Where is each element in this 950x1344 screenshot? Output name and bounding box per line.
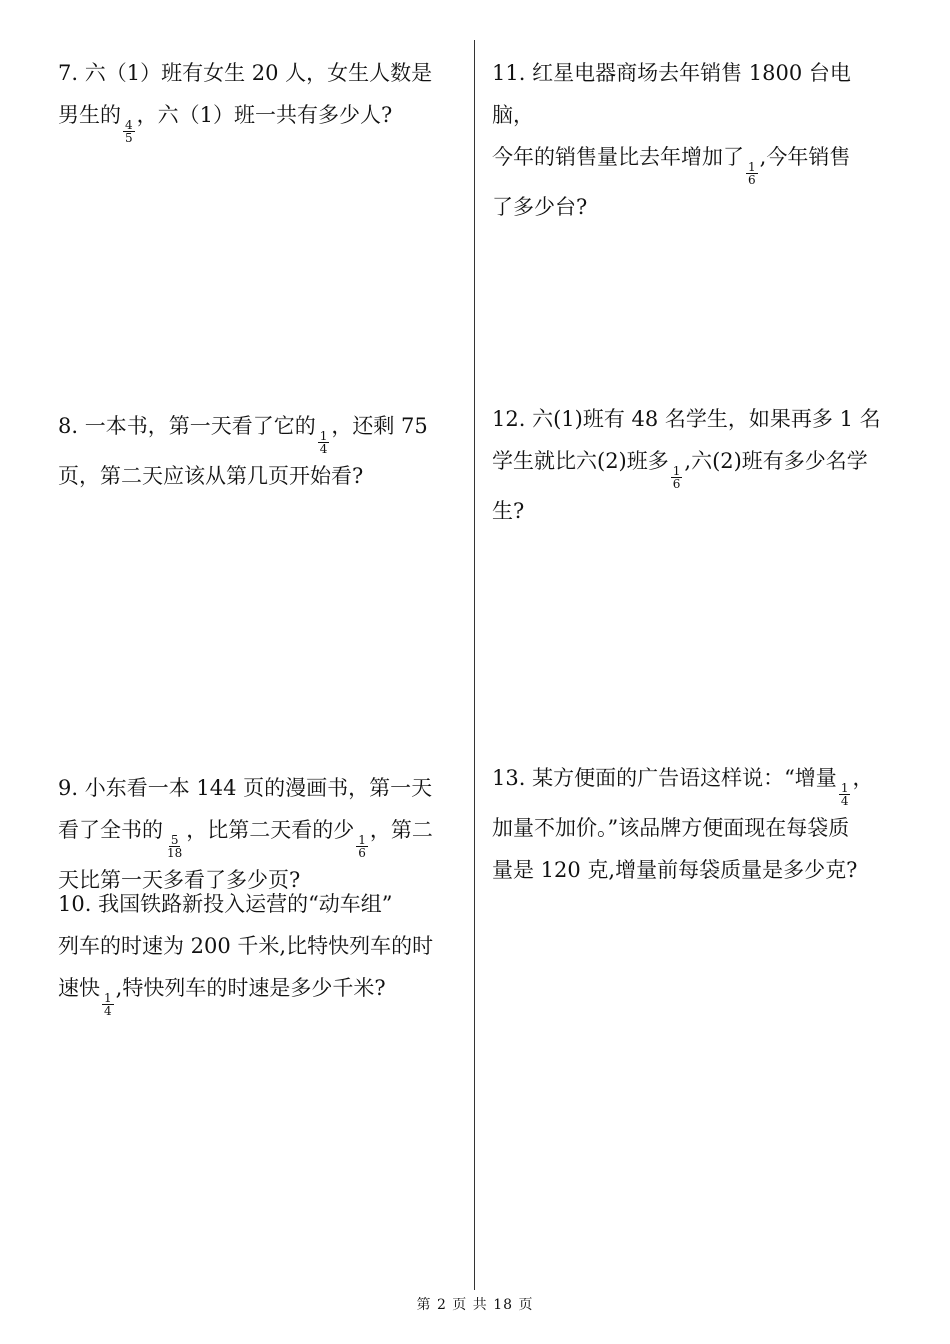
q8-line-2: 页，第二天应该从第几页开始看?: [58, 463, 364, 488]
column-divider: [474, 40, 475, 1290]
q10-line-1: 10. 我国铁路新投入运营的“动车组”: [58, 892, 393, 916]
q11-line-2: 今年的销售量比去年增加了 $\frac{1}{6}$ ,今年销售: [492, 145, 851, 187]
q9-line-2: 看了全书的 $\frac{5}{18}$ ，比第二天看的少 $\frac{1}{6}$ ，第二: [58, 818, 433, 860]
question-11: [492, 52, 892, 228]
question-12: [492, 398, 892, 532]
fraction: $\frac{1}{4}$: [319, 428, 328, 456]
fraction: $\frac{1}{6}$: [358, 832, 366, 860]
q13-line-3: 量是 120 克,增量前每袋质量是多少克?: [492, 857, 858, 882]
q11-line-3: 了多少台?: [492, 194, 588, 219]
q13-line-2: 加量不加价。”该品牌方便面现在每袋质: [492, 815, 850, 840]
question-13: [492, 757, 892, 891]
q7-line-1: 7. 六（1）班有女生 20 人，女生人数是: [58, 61, 433, 85]
q8-line-1: 8. 一本书，第一天看了它的 $\frac{1}{4}$ ，还剩 75: [58, 414, 428, 456]
q10-line-2: 列车的时速为 200 千米,比特快列车的时: [58, 934, 434, 958]
q11-line-1: 11. 红星电器商场去年销售 1800 台电脑，: [492, 61, 851, 127]
q10-line-3: 速快 $\frac{1}{4}$ ,特快列车的时速是多少千米?: [58, 976, 386, 1018]
page-footer: 第 2 页 共 18 页: [416, 1297, 534, 1313]
q12-line-1: 12. 六(1)班有 48 名学生，如果再多 1 名: [492, 407, 881, 431]
q12-line-2: 学生就比六(2)班多 $\frac{1}{6}$ ,六(2)班有多少名学: [492, 449, 868, 491]
question-7: [58, 52, 458, 144]
q13-line-1: 13. 某方便面的广告语这样说：“增量 $\frac{1}{4}$ ，: [492, 766, 874, 808]
q7-line-2: 男生的 $\frac{4}{5}$ ，六（1）班一共有多少人?: [58, 103, 393, 145]
q9-line-1: 9. 小东看一本 144 页的漫画书，第一天: [58, 776, 433, 800]
fraction: $\frac{1}{4}$: [104, 990, 112, 1018]
q12-line-3: 生?: [492, 498, 525, 523]
fraction: $\frac{1}{4}$: [840, 780, 849, 808]
question-9: [58, 767, 458, 901]
fraction: $\frac{1}{6}$: [748, 159, 756, 187]
fraction: $\frac{4}{5}$: [125, 117, 133, 145]
fraction: $\frac{5}{18}$: [167, 832, 183, 860]
fraction: $\frac{1}{6}$: [672, 463, 681, 491]
question-10: [58, 883, 458, 1017]
q9-line-3: 天比第一天多看了多少页?: [58, 867, 301, 892]
question-8: [58, 405, 458, 497]
